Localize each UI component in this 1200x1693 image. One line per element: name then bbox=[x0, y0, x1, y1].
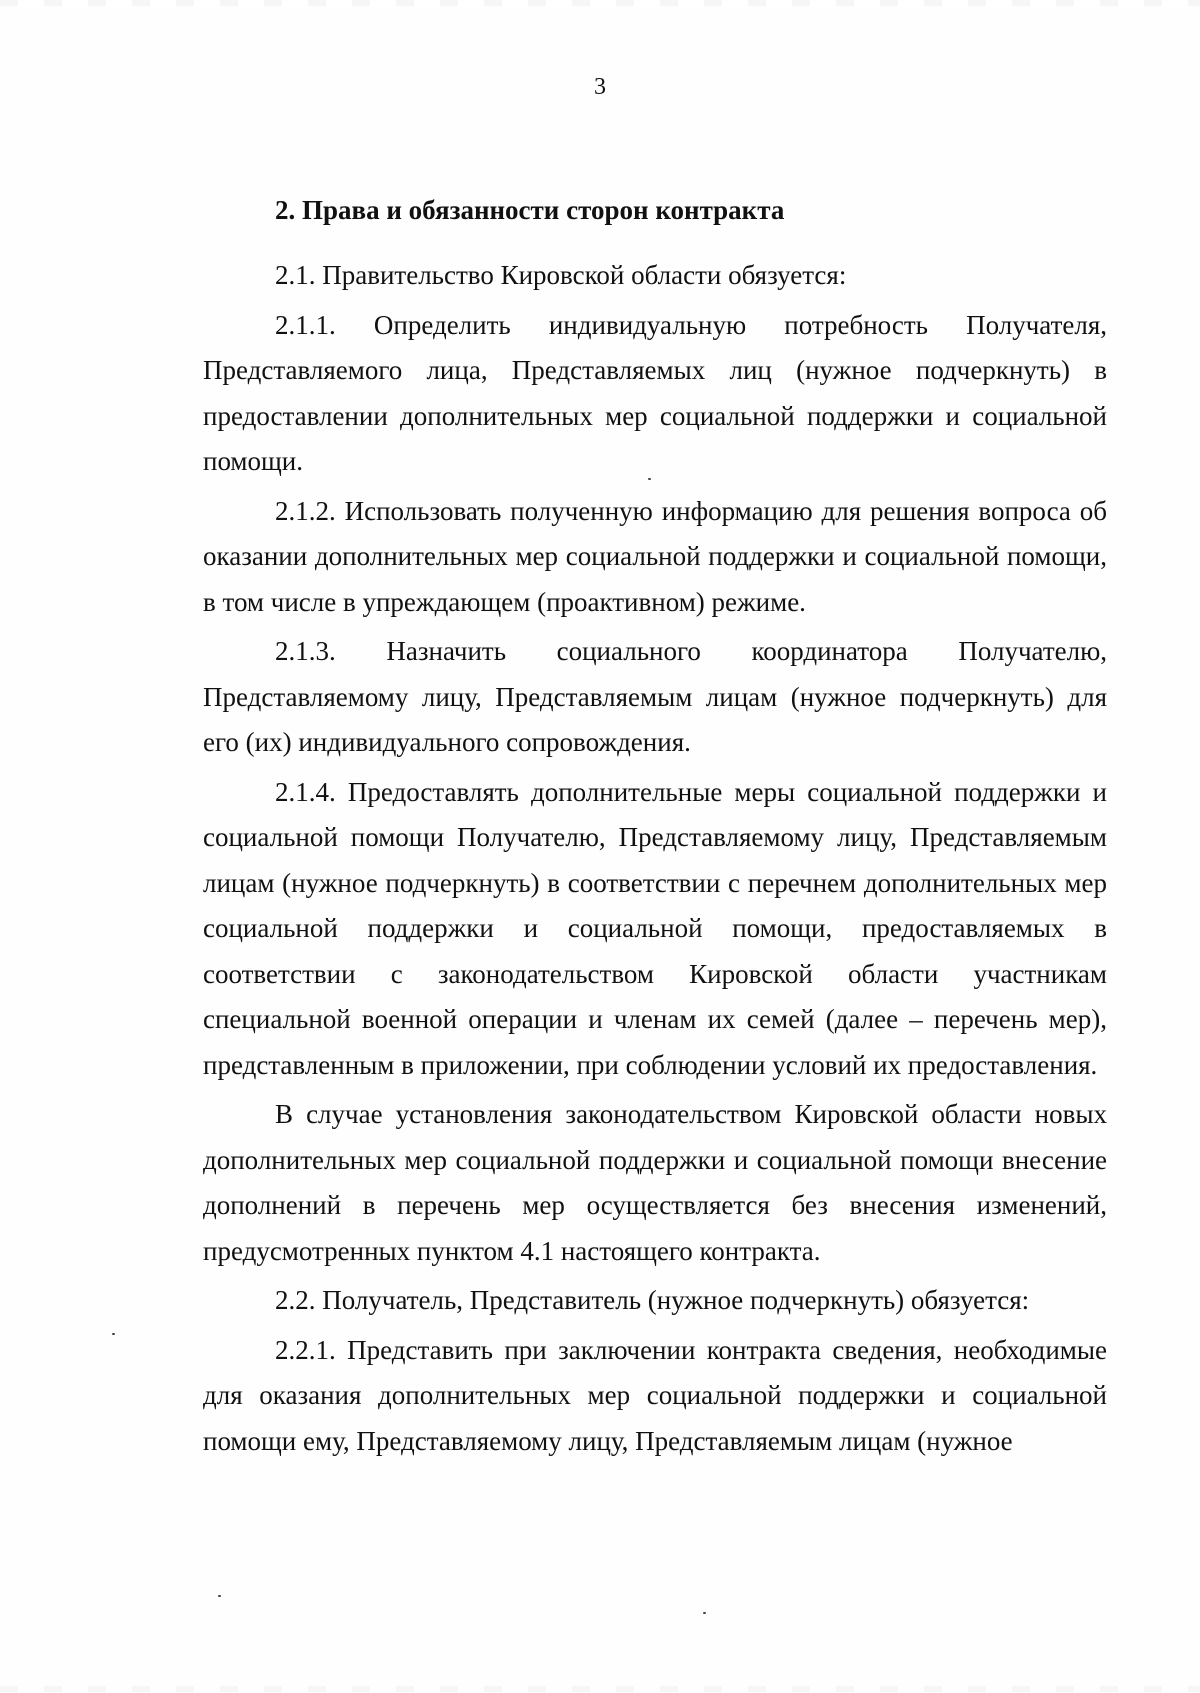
clause-2-2-1: 2.2.1. Представить при заключении контракта сведения, необходимые для оказания дополнительных мер социальной поддержки и социальной помощи ему, Представляемому лицу, Представляемым лицам (нужное bbox=[203, 1334, 1107, 1456]
page-number: 3 bbox=[594, 74, 606, 100]
clause-2-2: 2.2. Получатель, Представитель (нужное подчеркнуть) обязуется: bbox=[275, 1285, 1030, 1315]
scan-speck bbox=[112, 1333, 115, 1335]
clause-2-1: 2.1. Правительство Кировской области обязуется: bbox=[275, 260, 847, 290]
clause-2-1-1: 2.1.1. Определить индивидуальную потребность Получателя, Представляемого лица, Представляемых лиц (нужное подчеркнуть) в предоставлении дополнительных мер социальной поддержки и социальной помощи. bbox=[203, 309, 1107, 476]
section-heading: 2. Права и обязанности сторон контракта bbox=[275, 195, 785, 225]
scan-edge-top bbox=[0, 0, 1200, 6]
clause-2-1-2: 2.1.2. Использовать полученную информацию для решения вопроса об оказании дополнительных мер социальной поддержки и социальной помощи, в том числе в упреждающем (проактивном) режиме. bbox=[203, 495, 1107, 617]
document-body bbox=[203, 188, 1107, 1464]
scan-speck bbox=[218, 1595, 221, 1597]
scan-speck bbox=[703, 1612, 706, 1614]
scan-speck bbox=[648, 478, 651, 480]
new-measures-paragraph: В случае установления законодательством Кировской области новых дополнительных мер социальной поддержки и социальной помощи внесение дополнений в перечень мер осуществляется без внесения изменений, предусмотренных пунктом 4.1 настоящего контракта. bbox=[203, 1099, 1107, 1266]
clause-2-1-4: 2.1.4. Предоставлять дополнительные меры социальной поддержки и социальной помощи Получателю, Представляемому лицу, Представляемым лицам (нужное подчеркнуть) в соответствии с перечнем дополнительных мер социальной поддержки и социальной помощи, предоставляемых в соответствии с законодательством Кировской области участникам специальной военной операции и членам их семей (далее – перечень мер), представленным в приложении, при соблюдении условий их предоставления. bbox=[203, 776, 1107, 1080]
scan-edge-bottom bbox=[0, 1686, 1200, 1692]
clause-2-1-3: 2.1.3. Назначить социального координатора Получателю, Представляемому лицу, Представляемым лицам (нужное подчеркнуть) для его (их) индивидуального сопровождения. bbox=[203, 636, 1107, 757]
